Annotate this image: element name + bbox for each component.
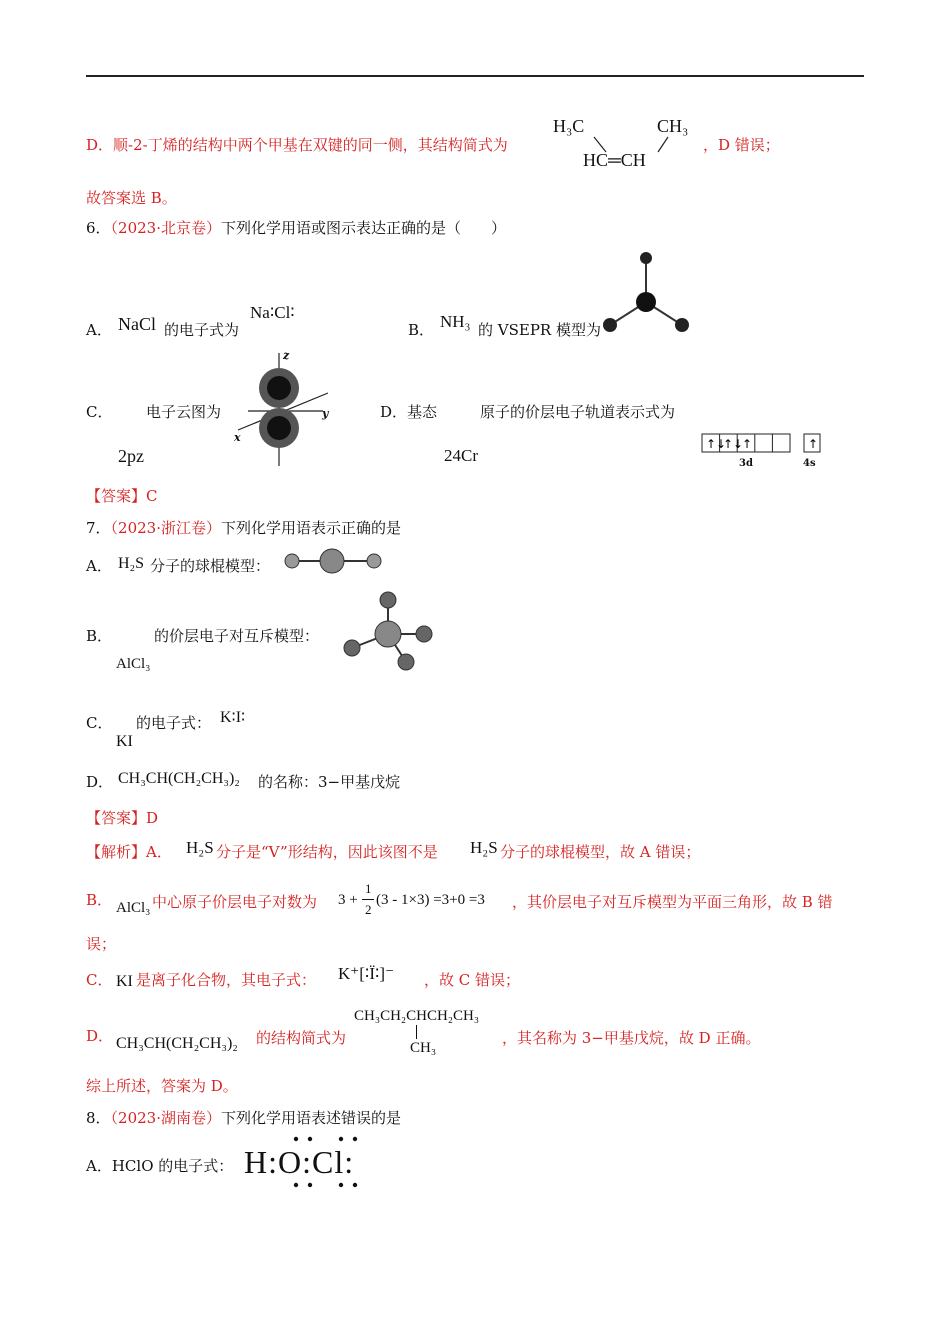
q7-analysis-c-structure: K⁺[∶Ï∶]⁻ [338,964,395,983]
svg-text:↑: ↑ [742,437,753,451]
q6-d-orbital-4s: 4s [803,458,816,469]
q7-c-formula: KI [116,733,133,750]
q7-analysis-b-calc-numerator: 1 [365,881,372,896]
q6-a-formula: NaCl [118,314,156,334]
q8-stem: 下列化学用语表述错误的是 [221,1109,402,1127]
q6-d-label: D．基态 [380,403,438,421]
q7-analysis-d-struct-top: CH₃CH₂CHCH₂CH₃ [354,1008,480,1024]
q7-analysis-a-formula1: H₂S [186,838,214,857]
q7-analysis-b-text2: ，其价层电子对互斥模型为平面三角形，故 B 错 [512,893,833,911]
q8-header [86,1108,401,1128]
q7-b-formula: AlCl₃ [116,656,151,672]
q6-c-axis-z: z [283,349,290,362]
q5-final-answer: 故答案选 B。 [86,189,177,207]
q8-a-lone-pairs [240,1130,390,1200]
svg-text:↑↓: ↑↓ [706,437,727,451]
svg-text:↑: ↑ [808,437,819,451]
q7-number: 7． [86,519,111,537]
q6-c-text: 电子云图为 [146,403,222,421]
q7-analysis-a-label: A． [146,843,172,861]
q7-analysis-c-text1: 是离子化合物，其电子式： [136,971,317,989]
q7-analysis-b-text1: 中心原子价层电子对数为 [152,893,318,911]
q7-b-vsepr-model [340,590,440,675]
q6-d-formula: 24Cr [444,446,478,465]
q7-c-text: 的电子式： [136,714,212,732]
q7-a-text: 分子的球棍模型： [150,557,271,575]
q5-option-d-text: D．顺-2-丁烯的结构中两个甲基在双键的同一侧，其结构简式为 [86,136,508,154]
q7-analysis-c-text2: ，故 C 错误； [424,971,521,989]
q7-analysis-b-formula: AlCl₃ [116,900,151,916]
q8-a-label: A．HClO 的电子式： [86,1157,234,1175]
q6-b-vsepr-model [600,250,700,340]
q6-b-formula: NH₃ [440,312,471,331]
q6-c-label: C． [86,403,113,421]
q7-analysis-d-struct-bond [416,1025,417,1039]
q7-analysis-b-calc-b: (3 - 1×3) =3+0 =3 [376,892,485,908]
q5-option-d-tail: ，D 错误； [703,136,780,154]
q7-analysis-d-struct-bottom: CH₃ [410,1040,437,1056]
q7-analysis-d-text1: 的结构简式为 [256,1029,347,1047]
q7-header [86,518,401,538]
q7-analysis-d-label: D． [86,1027,114,1045]
q6-c-axis-x: x [234,431,241,444]
q7-analysis-b-label: B． [86,891,113,909]
q7-d-text: 的名称：3−甲基戊烷 [258,773,401,791]
q7-analysis-d-formula: CH₃CH(CH₂CH₃)₂ [116,1035,238,1052]
q7-analysis-d-text2: ，其名称为 3−甲基戊烷，故 D 正确。 [502,1029,761,1047]
q5-struct-bottom: HC═CH [583,150,646,170]
q6-c-formula: 2pz [118,446,144,466]
q6-b-text: 的 VSEPR 模型为 [478,321,601,339]
q7-d-label: D． [86,773,114,791]
q7-stem: 下列化学用语表示正确的是 [221,519,402,537]
q8-number: 8． [86,1109,111,1127]
q6-source: （2023·北京卷） [110,219,221,237]
q6-b-label: B． [408,321,435,339]
q7-analysis-a [86,842,172,862]
q6-a-label: A． [86,321,112,339]
q7-a-formula: H₂S [118,555,145,572]
q7-summary: 综上所述，答案为 D。 [86,1077,238,1095]
q6-header [86,218,506,238]
q6-d-text: 原子的价层电子轨道表示式为 [480,403,676,421]
q7-c-label: C． [86,714,113,732]
q7-analysis-c-label: C． [86,971,113,989]
q6-a-text: 的电子式为 [164,321,240,339]
q6-d-orbital-3d: 3d [739,458,753,469]
q7-analysis-b-calc-a: 3 + [338,892,358,908]
q7-answer: 【答案】D [86,809,159,827]
q5-struct-top-right: CH₃ [657,116,689,136]
q7-b-text: 的价层电子对互斥模型： [154,627,320,645]
q7-b-label: B． [86,627,113,645]
q7-analysis-b-calc-denominator: 2 [365,902,372,917]
q7-analysis-label: 【解析】 [86,843,147,861]
q7-a-ball-stick-model [282,546,392,576]
q5-struct-top-left: H₃C [553,116,585,136]
q7-analysis-c-formula: KI [116,973,133,990]
q7-analysis-a-text1: 分子是“V”形结构，因此该图不是 [216,843,438,861]
q5-struct-bonds [0,0,950,200]
q6-c-axis-y: y [322,407,329,420]
q6-a-structure: Na∶Cl∶ [250,303,295,322]
q7-a-label: A． [86,557,112,575]
q6-number: 6． [86,219,111,237]
svg-text:↑↓: ↑↓ [723,437,744,451]
q8-source: （2023·湖南卷） [110,1109,221,1127]
q6-stem: 下列化学用语或图示表达正确的是（ ） [221,219,507,237]
q7-analysis-b-text3: 误； [86,935,117,953]
q7-analysis-a-formula2: H₂S [470,838,498,857]
q7-c-structure: K∶I∶ [220,709,246,726]
q6-answer: 【答案】C [86,487,158,505]
q8-a-structure: H:O:Cl: [244,1144,355,1180]
q7-analysis-a-text2: 分子的球棍模型，故 A 错误； [500,843,701,861]
q7-d-formula: CH₃CH(CH₂CH₃)₂ [118,770,240,787]
q7-source: （2023·浙江卷） [110,519,221,537]
